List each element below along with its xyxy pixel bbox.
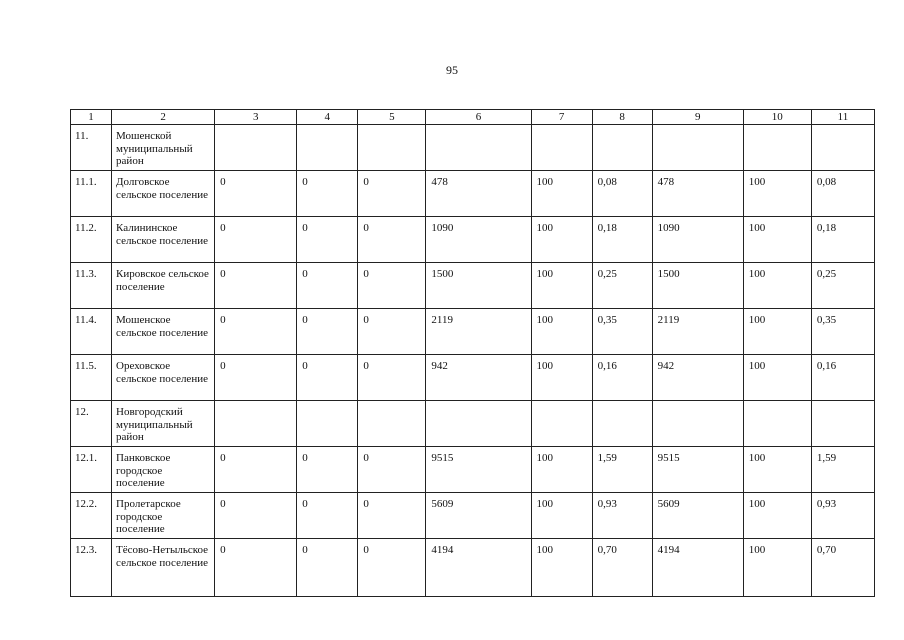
value-cell [215, 401, 297, 447]
table-row [71, 539, 875, 597]
value-cell: 0 [297, 263, 358, 309]
row-number-cell: 11. [71, 125, 112, 171]
value-cell: 100 [743, 539, 811, 597]
value-cell [811, 401, 874, 447]
name-cell: Панковское городское поселение [112, 447, 215, 493]
value-cell: 100 [531, 447, 592, 493]
column-header: 8 [592, 110, 652, 125]
row-number-cell: 12.3. [71, 539, 112, 597]
value-cell [297, 125, 358, 171]
value-cell: 0,35 [592, 309, 652, 355]
value-cell: 0 [297, 309, 358, 355]
table-row [71, 171, 875, 217]
value-cell: 100 [531, 309, 592, 355]
value-cell: 0 [215, 217, 297, 263]
value-cell: 1,59 [592, 447, 652, 493]
value-cell: 0,70 [592, 539, 652, 597]
value-cell: 0 [358, 309, 426, 355]
value-cell: 100 [531, 171, 592, 217]
value-cell: 9515 [426, 447, 531, 493]
value-cell: 2119 [652, 309, 743, 355]
column-header: 3 [215, 110, 297, 125]
value-cell [652, 401, 743, 447]
value-cell: 0 [297, 171, 358, 217]
name-cell: Долговское сельское поселение [112, 171, 215, 217]
value-cell: 100 [531, 217, 592, 263]
value-cell: 1500 [652, 263, 743, 309]
value-cell [811, 125, 874, 171]
value-cell: 0 [215, 171, 297, 217]
table-row [71, 401, 875, 447]
column-header: 4 [297, 110, 358, 125]
value-cell [297, 401, 358, 447]
value-cell: 0 [358, 217, 426, 263]
value-cell [531, 401, 592, 447]
value-cell: 0,70 [811, 539, 874, 597]
value-cell: 0 [215, 539, 297, 597]
value-cell: 0 [358, 171, 426, 217]
column-header: 7 [531, 110, 592, 125]
column-header: 2 [112, 110, 215, 125]
value-cell: 942 [426, 355, 531, 401]
table-row [71, 355, 875, 401]
value-cell: 100 [531, 493, 592, 539]
column-header: 5 [358, 110, 426, 125]
name-cell: Кировское сельское поселение [112, 263, 215, 309]
row-number-cell: 12.1. [71, 447, 112, 493]
value-cell: 0 [215, 263, 297, 309]
value-cell: 0,35 [811, 309, 874, 355]
page-number: 95 [446, 63, 458, 77]
value-cell: 0,18 [811, 217, 874, 263]
value-cell: 100 [743, 493, 811, 539]
value-cell: 100 [743, 309, 811, 355]
value-cell: 100 [743, 355, 811, 401]
value-cell: 0 [297, 217, 358, 263]
column-header: 1 [71, 110, 112, 125]
column-header: 10 [743, 110, 811, 125]
name-cell: Новгородский муниципальный район [112, 401, 215, 447]
value-cell: 4194 [426, 539, 531, 597]
value-cell [426, 125, 531, 171]
header-row [71, 110, 875, 125]
row-number-cell: 11.4. [71, 309, 112, 355]
value-cell: 100 [531, 263, 592, 309]
value-cell [592, 125, 652, 171]
name-cell: Ореховское сельское поселение [112, 355, 215, 401]
row-number-cell: 11.1. [71, 171, 112, 217]
value-cell: 0,18 [592, 217, 652, 263]
value-cell: 100 [743, 217, 811, 263]
value-cell [358, 401, 426, 447]
row-number-cell: 12.2. [71, 493, 112, 539]
row-number-cell: 11.5. [71, 355, 112, 401]
table-row [71, 125, 875, 171]
value-cell: 0 [358, 355, 426, 401]
value-cell [358, 125, 426, 171]
value-cell: 9515 [652, 447, 743, 493]
value-cell: 0 [358, 539, 426, 597]
value-cell: 5609 [652, 493, 743, 539]
value-cell: 5609 [426, 493, 531, 539]
value-cell: 0 [215, 447, 297, 493]
value-cell: 100 [743, 171, 811, 217]
value-cell: 1090 [426, 217, 531, 263]
name-cell: Пролетарское городское поселение [112, 493, 215, 539]
value-cell: 0 [358, 493, 426, 539]
value-cell: 1500 [426, 263, 531, 309]
value-cell: 0 [297, 447, 358, 493]
name-cell: Калининское сельское поселение [112, 217, 215, 263]
value-cell: 478 [426, 171, 531, 217]
value-cell: 0 [215, 493, 297, 539]
value-cell: 0,25 [811, 263, 874, 309]
column-header: 6 [426, 110, 531, 125]
name-cell: Мошенской муниципальный район [112, 125, 215, 171]
value-cell [426, 401, 531, 447]
table-row [71, 263, 875, 309]
value-cell: 942 [652, 355, 743, 401]
value-cell: 100 [743, 263, 811, 309]
table-row [71, 493, 875, 539]
value-cell [652, 125, 743, 171]
value-cell: 100 [743, 447, 811, 493]
value-cell: 0 [358, 263, 426, 309]
value-cell: 0 [358, 447, 426, 493]
value-cell: 0,08 [811, 171, 874, 217]
value-cell: 0,93 [592, 493, 652, 539]
table-row [71, 217, 875, 263]
data-table [70, 109, 875, 597]
value-cell: 100 [531, 539, 592, 597]
row-number-cell: 11.3. [71, 263, 112, 309]
value-cell: 1,59 [811, 447, 874, 493]
value-cell: 1090 [652, 217, 743, 263]
value-cell [743, 125, 811, 171]
name-cell: Тёсово-Нетыльское сельское поселение [112, 539, 215, 597]
value-cell [215, 125, 297, 171]
row-number-cell: 11.2. [71, 217, 112, 263]
value-cell: 0,93 [811, 493, 874, 539]
value-cell: 0 [215, 355, 297, 401]
value-cell: 0 [215, 309, 297, 355]
table-row [71, 447, 875, 493]
value-cell: 478 [652, 171, 743, 217]
value-cell [592, 401, 652, 447]
column-header: 9 [652, 110, 743, 125]
value-cell [743, 401, 811, 447]
value-cell: 0,16 [811, 355, 874, 401]
value-cell: 0,16 [592, 355, 652, 401]
name-cell: Мошенское сельское поселение [112, 309, 215, 355]
table-row [71, 309, 875, 355]
value-cell: 4194 [652, 539, 743, 597]
value-cell: 0 [297, 355, 358, 401]
value-cell: 0,25 [592, 263, 652, 309]
value-cell: 0 [297, 539, 358, 597]
value-cell: 2119 [426, 309, 531, 355]
row-number-cell: 12. [71, 401, 112, 447]
column-header: 11 [811, 110, 874, 125]
value-cell: 0 [297, 493, 358, 539]
value-cell: 100 [531, 355, 592, 401]
value-cell: 0,08 [592, 171, 652, 217]
value-cell [531, 125, 592, 171]
